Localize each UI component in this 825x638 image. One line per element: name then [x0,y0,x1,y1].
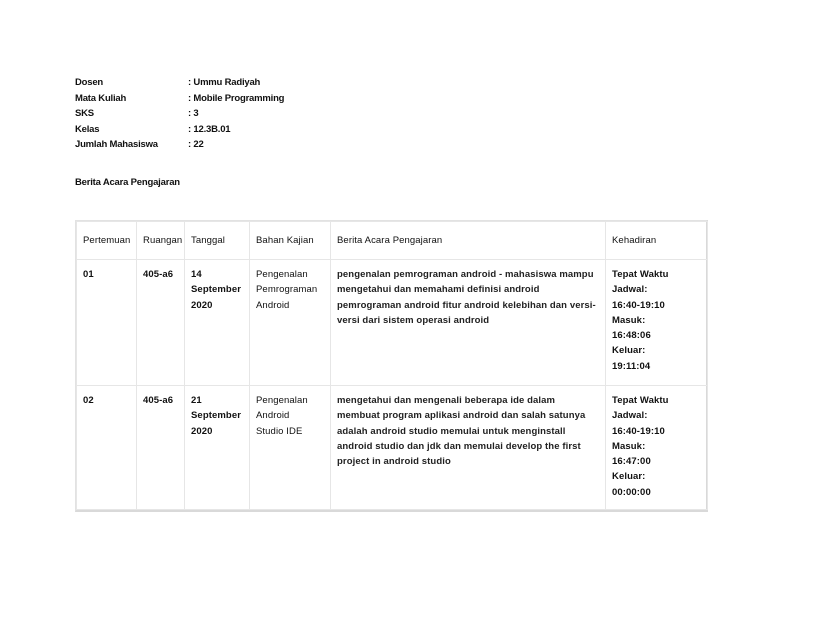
dosen-label: Dosen [75,77,104,88]
cell-tanggal [185,386,250,510]
bahan-line: Pemrograman [256,284,318,296]
masuk-value: 16:47:00 [612,456,651,468]
attendance-table [76,221,708,510]
tanggal-day: 21 [191,395,202,406]
sks-label: SKS [75,108,94,119]
cell-berita-acara: mengetahui dan mengenali beberapa ide dalam membuat program aplikasi android dan salah satunya adalah android studio memulai untuk menginstall android studio dan jdk dan memulai develop the first project in android studio [331,386,606,510]
jadwal-label: Jadwal: [612,410,648,422]
sks-value: : 3 [188,108,199,119]
tanggal-year: 2020 [191,299,213,311]
course-info [75,75,284,153]
keluar-value: 19:11:04 [612,360,651,372]
tanggal-year: 2020 [191,425,213,437]
cell-berita-acara: pengenalan pemrograman android - mahasiswa mampu mengetahui dan memahami definisi android pemrograman android fitur android kelebihan dan versi-versi dari sistem operasi android [331,260,606,386]
info-row-sks [75,106,284,122]
cell-ruangan: 405-a6 [137,260,185,386]
keluar-label: Keluar: [612,471,646,483]
bahan-line: Pengenalan [256,269,308,280]
header-bahan-kajian: Bahan Kajian [250,222,331,260]
keluar-label: Keluar: [612,345,646,357]
kehadiran-status: Tepat Waktu [612,395,669,406]
cell-pertemuan: 02 [77,386,137,510]
bahan-line: Pengenalan [256,395,308,406]
tanggal-day: 14 [191,269,202,280]
attendance-table-container [75,220,708,512]
cell-ruangan: 405-a6 [137,386,185,510]
kelas-label: Kelas [75,123,100,135]
bahan-line: Studio IDE [256,425,303,437]
table-row [77,386,708,510]
info-row-dosen [75,75,284,91]
cell-bahan-kajian [250,260,331,386]
header-kehadiran: Kehadiran [606,222,708,260]
masuk-value: 16:48:06 [612,330,651,342]
jadwal-label: Jadwal: [612,284,648,296]
cell-kehadiran [606,260,708,386]
info-row-mata-kuliah [75,91,284,107]
keluar-value: 00:00:00 [612,486,651,498]
tanggal-month: September [191,410,242,422]
mata-kuliah-value: : Mobile Programming [188,92,285,104]
masuk-label: Masuk: [612,314,646,326]
jumlah-mahasiswa-label: Jumlah Mahasiswa [75,139,158,150]
jumlah-mahasiswa-value: : 22 [188,139,204,150]
mata-kuliah-label: Mata Kuliah [75,92,127,104]
jadwal-value: 16:40-19:10 [612,425,665,437]
header-ruangan: Ruangan [137,222,185,260]
header-tanggal: Tanggal [185,222,250,260]
dosen-value: : Ummu Radiyah [188,77,261,88]
tanggal-month: September [191,284,242,296]
kelas-value: : 12.3B.01 [188,123,231,135]
header-berita-acara: Berita Acara Pengajaran [331,222,606,260]
bahan-line: Android [256,299,290,311]
kehadiran-status: Tepat Waktu [612,269,669,280]
info-row-kelas [75,122,284,138]
masuk-label: Masuk: [612,440,646,452]
table-row [77,260,708,386]
cell-kehadiran [606,386,708,510]
header-pertemuan: Pertemuan [77,222,137,260]
cell-bahan-kajian [250,386,331,510]
cell-pertemuan: 01 [77,260,137,386]
section-title: Berita Acara Pengajaran [75,177,180,188]
bahan-line: Android [256,410,290,422]
info-row-jumlah-mahasiswa [75,137,284,153]
cell-tanggal [185,260,250,386]
table-header-row [77,222,708,260]
jadwal-value: 16:40-19:10 [612,299,665,311]
